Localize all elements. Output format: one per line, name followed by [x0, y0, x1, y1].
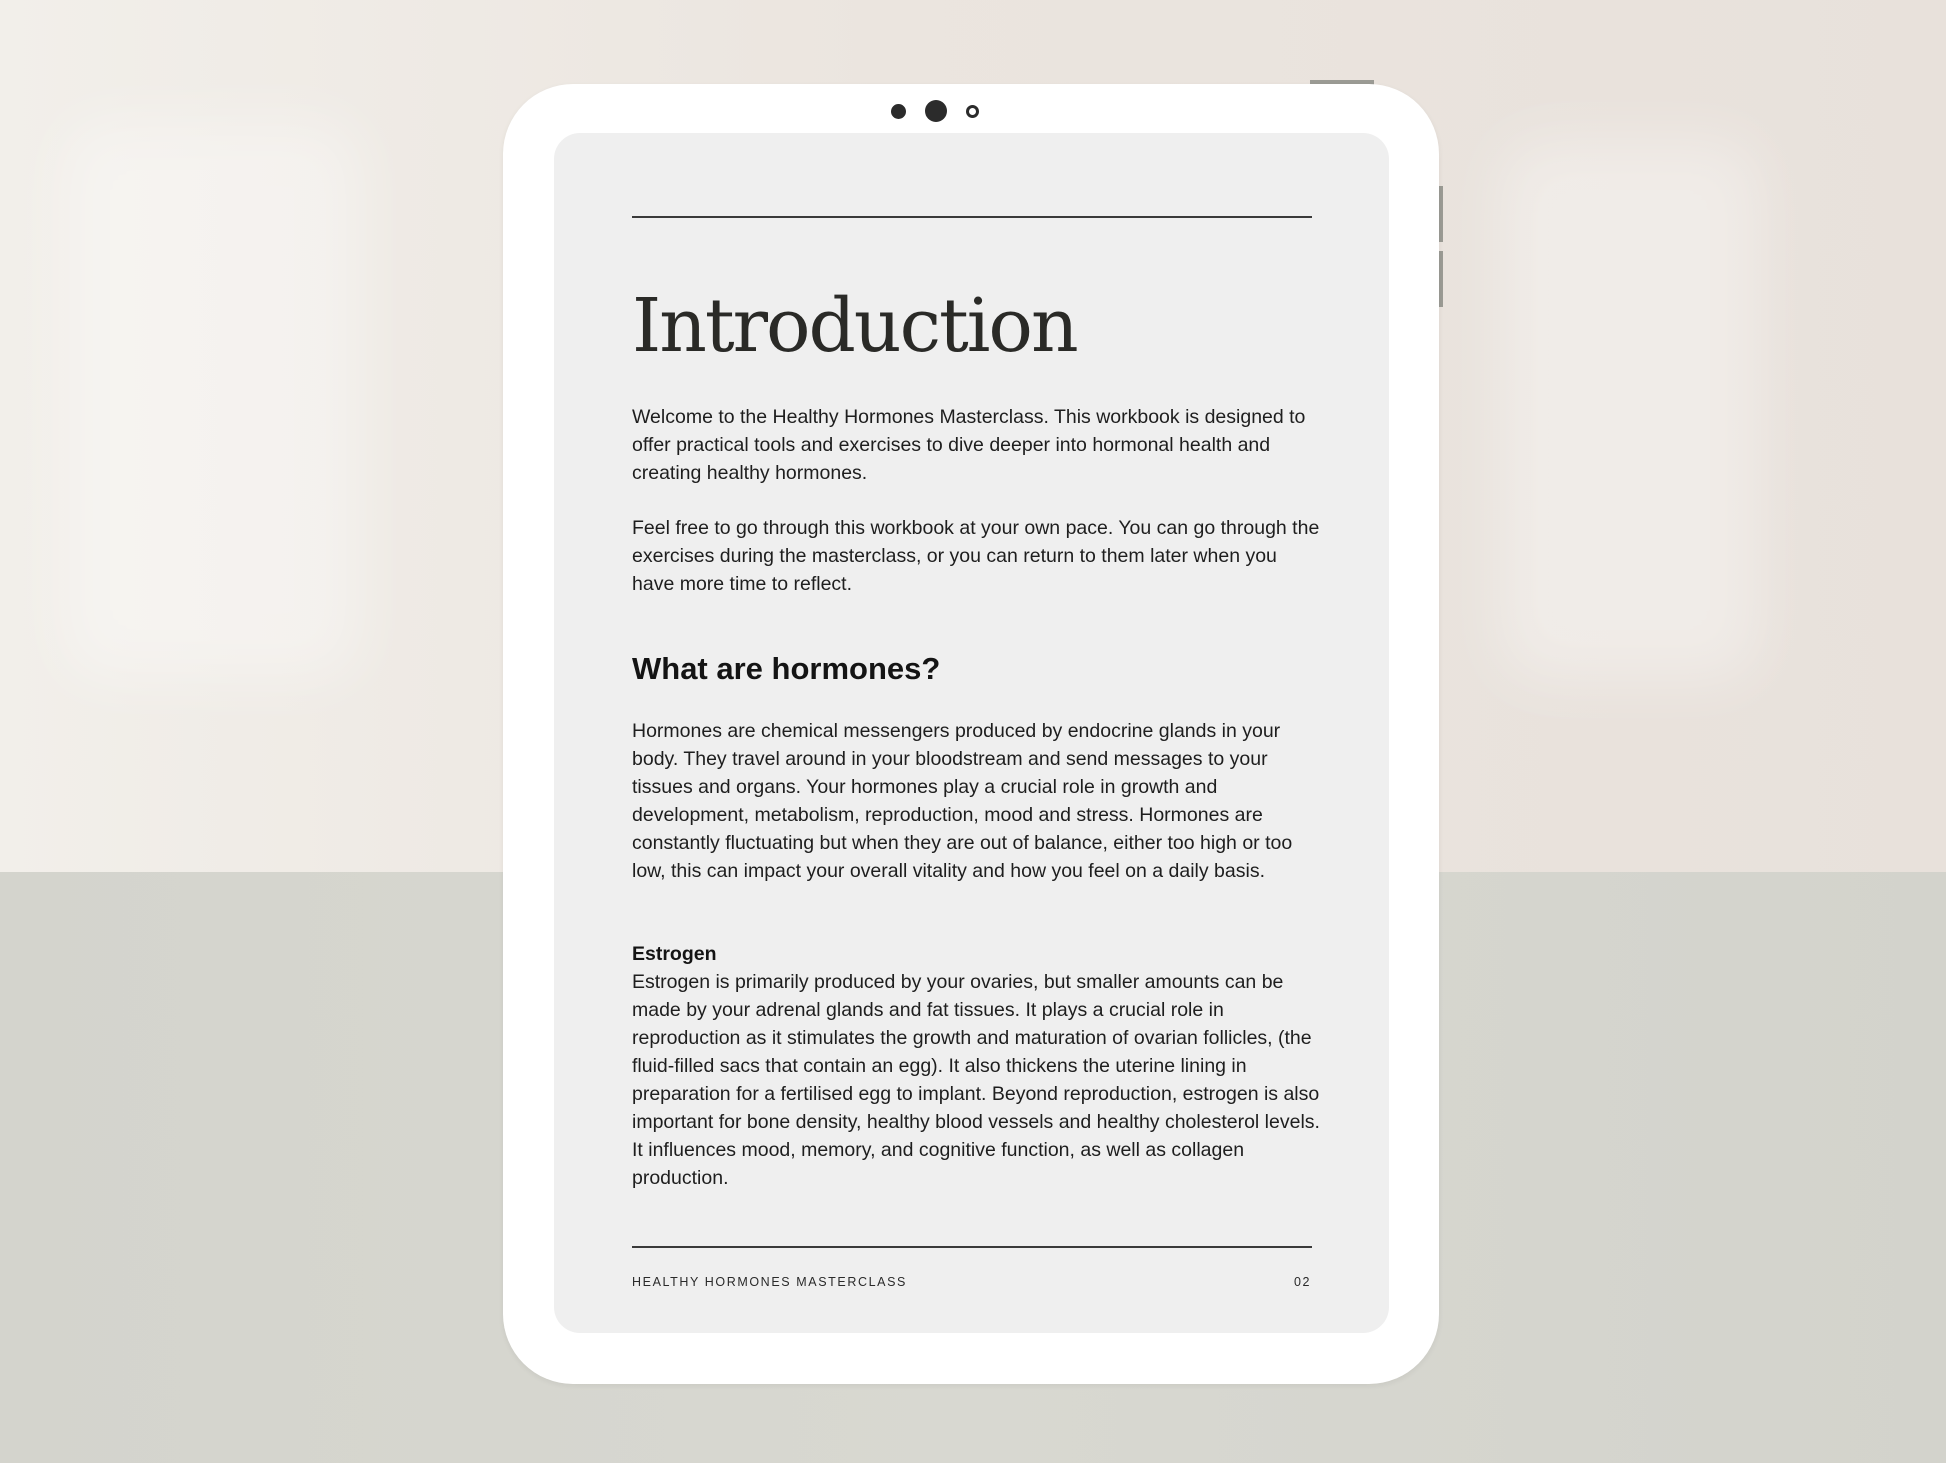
intro-paragraph-1: Welcome to the Healthy Hormones Masterclass. This workbook is designed to offer practical tools and exercises to dive deeper into hormonal health and creating healthy hormones.	[632, 406, 1306, 484]
estrogen-paragraph: Estrogen is primarily produced by your ovaries, but smaller amounts can be made by your adrenal glands and fat tissues. It plays a crucial role in reproduction as it stimulates the growth and maturation of ovarian follicles, (the fluid-filled sacs that contain an egg). It also thickens the uterine lining in preparation for a fertilised egg to implant. Beyond reproduction, estrogen is also important for bone density, healthy blood vessels and healthy cholesterol levels. It influences mood, memory, and cognitive function, as well as collagen production.	[632, 971, 1320, 1189]
footer-label: HEALTHY HORMONES MASTERCLASS	[632, 1275, 907, 1289]
tablet-screen[interactable]	[554, 133, 1389, 1333]
window-light-left	[60, 120, 360, 680]
window-light-right	[1500, 140, 1760, 680]
bottom-divider	[632, 1246, 1312, 1248]
intro-paragraph-2: Feel free to go through this workbook at your own pace. You can go through the exercises during the masterclass, or you can return to them later when you have more time to reflect.	[632, 517, 1320, 595]
section-heading: What are hormones?	[632, 651, 941, 686]
camera-sensor-icon	[891, 104, 906, 119]
top-divider	[632, 216, 1312, 218]
camera-lens-icon	[925, 100, 947, 122]
camera-flash-icon	[966, 105, 979, 118]
hormones-paragraph: Hormones are chemical messengers produced by endocrine glands in your body. They travel around in your bloodstream and send messages to your tissues and organs. Your hormones play a crucial role in growth and development, metabolism, reproduction, mood and stress. Hormones are constantly fluctuating but when they are out of balance, either too high or too low, this can impact your overall vitality and how you feel on a daily basis.	[632, 720, 1293, 882]
page-title: Introduction	[632, 283, 1077, 369]
estrogen-heading: Estrogen	[632, 943, 717, 965]
page-number: 02	[1294, 1275, 1312, 1289]
